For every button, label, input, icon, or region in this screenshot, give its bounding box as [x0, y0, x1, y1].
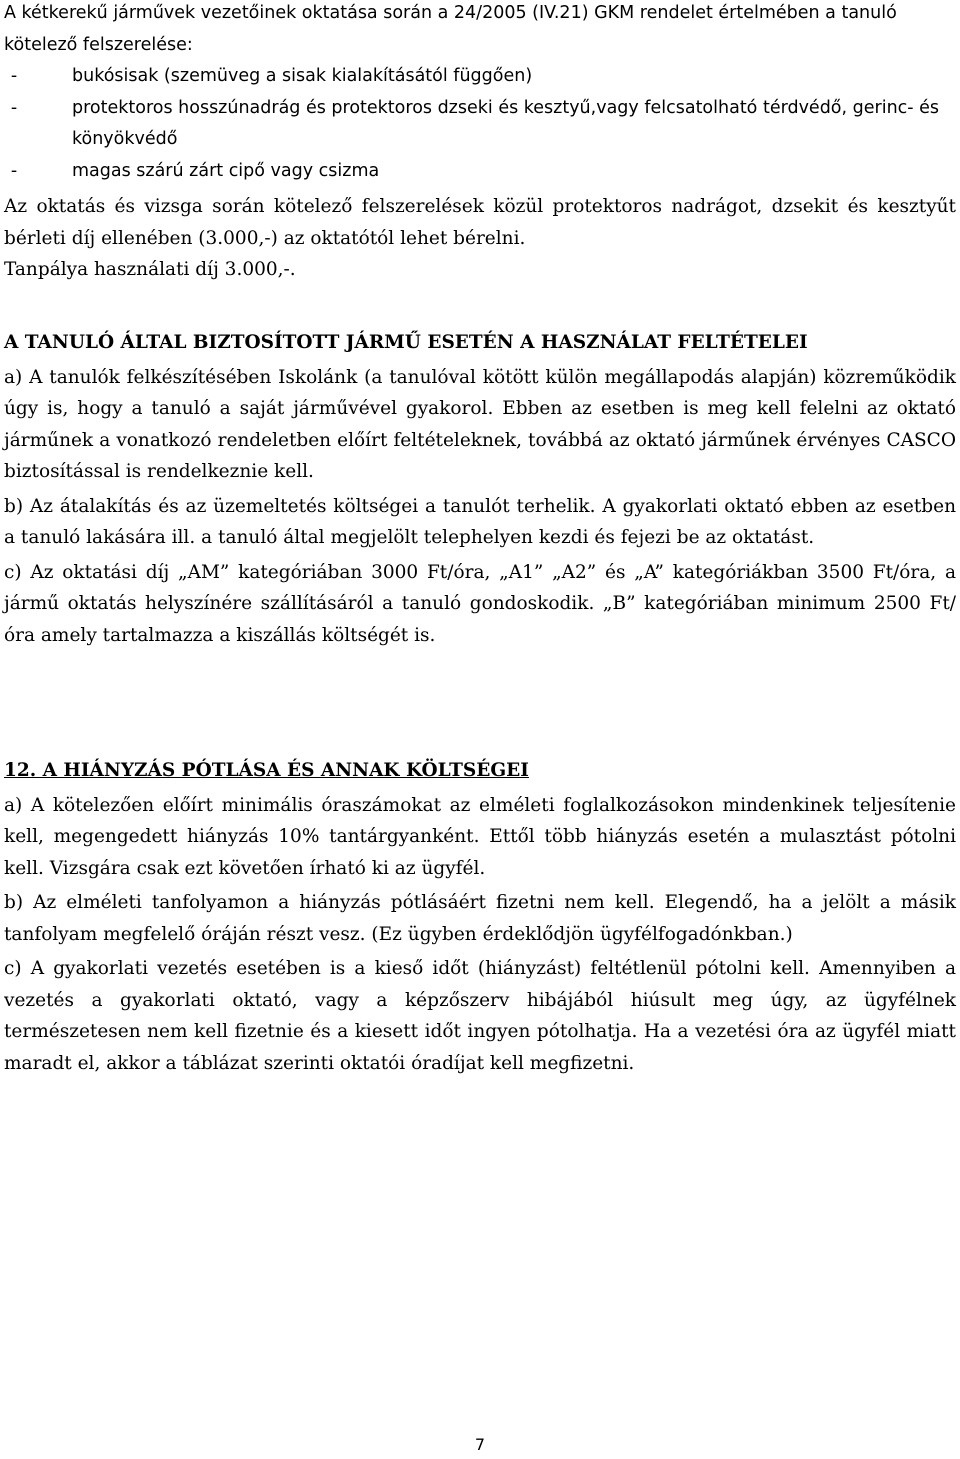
equipment-item: - protektoros hosszúnadrág és protektoros dzseki és kesztyű,vagy felcsatolható térdvédő, gerinc- és könyökvédő	[4, 93, 956, 156]
equipment-intro: A kétkerekű járművek vezetőinek oktatása során a 24/2005 (IV.21) GKM rendelet értelmében a tanuló kötelező felszerelése:	[4, 3, 897, 55]
page-number: 7	[474, 1435, 486, 1454]
track-fee: Tanpálya használati díj 3.000,-.	[4, 259, 296, 280]
rental-paragraph: Az oktatás és vizsga során kötelező felszerelések közül protektoros nadrágot, dzsekit és kesztyűt bérleti díj ellenében (3.000,-) az oktatótól lehet bérelni.	[4, 196, 956, 249]
equipment-section	[4, 0, 956, 187]
own-vehicle-section	[4, 327, 956, 651]
section-heading: A TANULÓ ÁLTAL BIZTOSÍTOTT JÁRMŰ ESETÉN A HASZNÁLAT FELTÉTELEI	[4, 332, 808, 353]
equipment-item: - bukósisak (szemüveg a sisak kialakításától függően)	[4, 61, 956, 93]
list-dash: -	[10, 97, 18, 118]
list-dash: -	[10, 66, 18, 86]
paragraph: c) Az oktatási díj „AM” kategóriában 3000 Ft/óra, „A1” „A2” és „A” kategóriákban 3500 Ft/óra, a jármű oktatás helyszínére szállításáról a tanuló gondoskodik. „B” kategóriában minimum 2500 Ft/óra amely tartalmazza a kiszállás költségét is.	[4, 561, 956, 646]
paragraph: b) Az átalakítás és az üzemeltetés költségei a tanulót terhelik. A gyakorlati oktató ebben az esetben a tanuló lakására ill. a tanuló által megjelölt telephelyen kezdi és fejezi be az oktatást.	[4, 495, 956, 548]
paragraph: b) Az elméleti tanfolyamon a hiányzás pótlásáért fizetni nem kell. Elegendő, ha a jelölt a másik tanfolyam megfelelő óráján részt vesz. (Ez ügyben érdeklődjön ügyfélfogadónkban.)	[4, 892, 956, 945]
rental-section	[4, 191, 956, 286]
absence-section	[4, 755, 956, 1079]
equipment-list	[4, 61, 956, 187]
paragraph: c) A gyakorlati vezetés esetében is a kieső időt (hiányzást) feltétlenül pótolni kell. Amennyiben a vezetés a gyakorlati oktató, vagy a képzőszerv hibájából hiúsult meg úgy, az ügyfélnek természetesen nem kell fizetnie és a kiesett időt ingyen pótolhatja. Ha a vezetési óra az ügyfél miatt maradt el, akkor a táblázat szerinti oktatói óradíjat kell megfizetni.	[4, 958, 956, 1074]
equipment-item: - magas szárú zárt cipő vagy csizma	[4, 156, 956, 188]
paragraph: a) A tanulók felkészítésében Iskolánk (a tanulóval kötött külön megállapodás alapján) közreműködik úgy is, hogy a tanuló a saját járművével gyakorol. Ebben az esetben is meg kell felelni az oktató járműnek a vonatkozó rendeletben előírt feltételeknek, továbbá az oktató járműnek érvényes CASCO biztosítással is rendelkeznie kell.	[4, 366, 956, 482]
list-dash: -	[10, 160, 18, 181]
section-heading: 12. A HIÁNYZÁS PÓTLÁSA ÉS ANNAK KÖLTSÉGEI	[4, 760, 529, 781]
paragraph: a) A kötelezően előírt minimális óraszámokat az elméleti foglalkozásokon mindenkinek teljesítenie kell, megengedett hiányzás 10% tantárgyanként. Ettől több hiányzás esetén a mulasztást pótolni kell. Vizsgára csak ezt követően írható ki az ügyfél.	[4, 794, 956, 879]
